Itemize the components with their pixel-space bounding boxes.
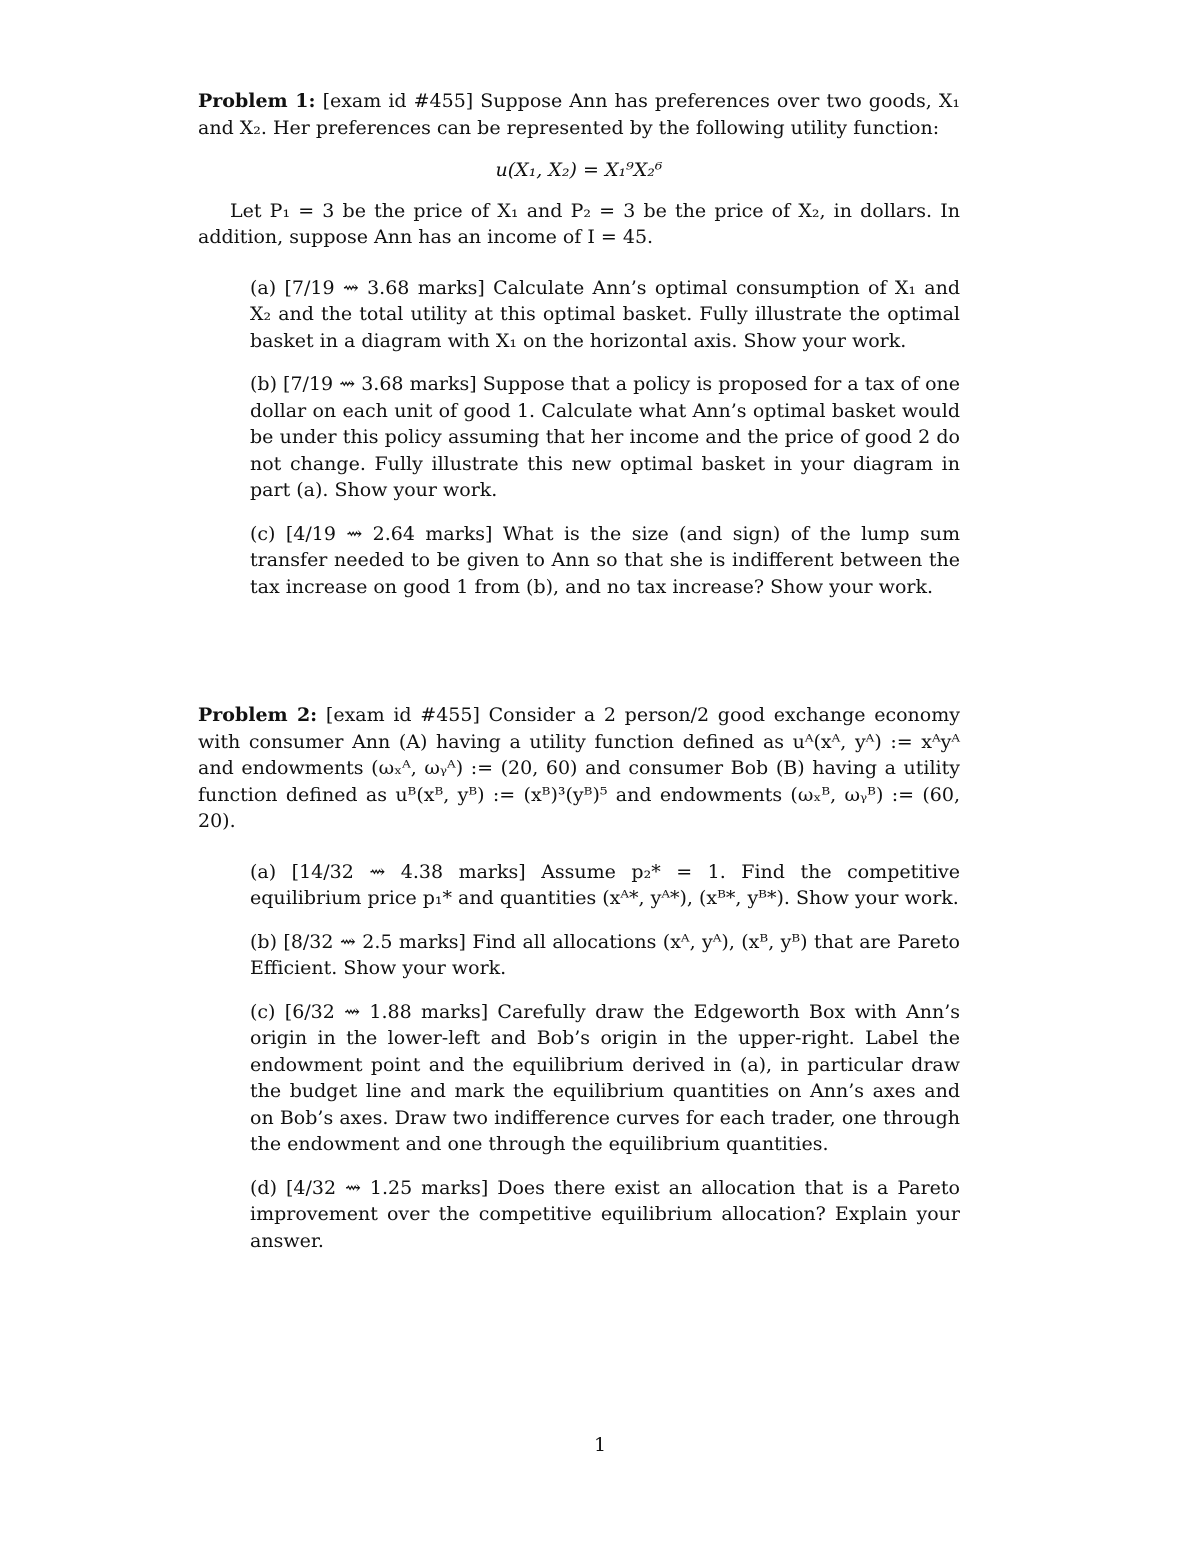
problem-1-intro [198, 88, 960, 141]
problem-1-part-a: (a) [7/19 ⇝ 3.68 marks] Calculate Ann’s optimal consumption of X₁ and X₂ and the total utility at this optimal basket. Fully illustrate the optimal basket in a diagram with X₁ on the horizontal axis. Show your work. [250, 276, 960, 352]
problem-2 [198, 702, 960, 1254]
problem-1-part-c: (c) [4/19 ⇝ 2.64 marks] What is the size (and sign) of the lump sum transfer needed to be given to Ann so that she is indifferent between the tax increase on good 1 from (b), and no tax increase? Show your work. [250, 522, 960, 598]
problem-1-intro-text: [exam id #455] Suppose Ann has preferences over two goods, X₁ and X₂. Her preferences can be represented by the following utility function: [198, 90, 960, 139]
problem-2-intro-text: [exam id #455] Consider a 2 person/2 good exchange economy with consumer Ann (A) having a utility function defined as uᴬ(xᴬ, yᴬ) := xᴬyᴬ and endowments (ωₓᴬ, ωᵧᴬ) := (20, 60) and consumer Bob (B) having a utility function defined as uᴮ(xᴮ, yᴮ) := (xᴮ)³(yᴮ)⁵ and endowments (ωₓᴮ, ωᵧᴮ) := (60, 20). [198, 704, 960, 832]
problem-2-intro [198, 702, 960, 835]
problem-1 [198, 88, 960, 600]
problem-1-title: Problem 1: [198, 90, 316, 112]
problem-2-part-b: (b) [8/32 ⇝ 2.5 marks] Find all allocations (xᴬ, yᴬ), (xᴮ, yᴮ) that are Pareto Efficient. Show your work. [250, 930, 960, 979]
problem-2-part-a: (a) [14/32 ⇝ 4.38 marks] Assume p₂* = 1. Find the competitive equilibrium price p₁* and quantities (xᴬ*, yᴬ*), (xᴮ*, yᴮ*). Show your work. [250, 860, 960, 909]
problem-2-part-d: (d) [4/32 ⇝ 1.25 marks] Does there exist an allocation that is a Pareto improvement over the competitive equilibrium allocation? Explain your answer. [250, 1176, 960, 1252]
utility-function-formula: u(X₁, X₂) = X₁⁹X₂⁶ [495, 159, 663, 181]
problem-2-title: Problem 2: [198, 704, 318, 726]
page-number: 1 [593, 1434, 607, 1456]
problem-1-setup: Let P₁ = 3 be the price of X₁ and P₂ = 3 be the price of X₂, in dollars. In addition, suppose Ann has an income of I = 45. [198, 199, 960, 248]
problem-2-part-c: (c) [6/32 ⇝ 1.88 marks] Carefully draw the Edgeworth Box with Ann’s origin in the lower-left and Bob’s origin in the upper-right. Label the endowment point and the equilibrium derived in (a), in particular draw the budget line and mark the equilibrium quantities on Ann’s axes and on Bob’s axes. Draw two indifference curves for each trader, one through the endowment and one through the equilibrium quantities. [250, 1000, 960, 1155]
problem-1-part-b: (b) [7/19 ⇝ 3.68 marks] Suppose that a policy is proposed for a tax of one dollar on each unit of good 1. Calculate what Ann’s optimal basket would be under this policy assuming that her income and the price of good 2 do not change. Fully illustrate this new optimal basket in your diagram in part (a). Show your work. [250, 373, 960, 501]
